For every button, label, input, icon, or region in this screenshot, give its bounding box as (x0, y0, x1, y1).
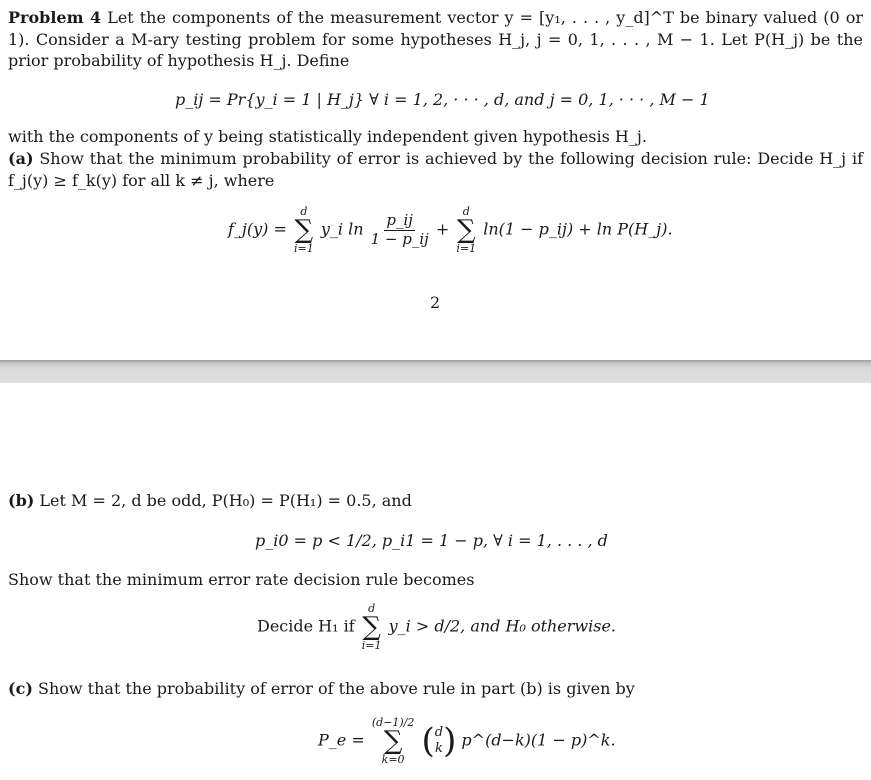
pij-definition-equation (175, 90, 710, 109)
part-c-paragraph (8, 678, 863, 700)
part-a-label: (a) (8, 149, 34, 168)
binomial-coefficient (421, 721, 457, 761)
fj-sum-2 (456, 206, 476, 254)
pe-sum-upper: (d−1)/2 (371, 716, 415, 729)
problem-intro-text: Let the components of the measurement vector y = [y₁, . . . , y_d]^T be binary valued (0 or 1). Consider a M-ary testing problem for some hypotheses H_j, j = 0, 1, . . . , M − 1. Let P(H_j) be the prior probability of hypothesis H_j. Define (8, 8, 864, 70)
problem-intro-paragraph (8, 7, 863, 72)
independence-text: with the components of y being statistically independent given hypothesis H_j. (8, 127, 647, 146)
left-paren-icon: ( (421, 721, 435, 761)
fj-sum-1-upper: d (300, 205, 308, 218)
rule-sum-lower: i=1 (361, 639, 382, 652)
problem-heading: Problem 4 (8, 8, 102, 27)
rule-prefix: Decide H₁ if (257, 616, 355, 636)
part-b-show-paragraph (8, 569, 863, 591)
fj-fraction (371, 212, 429, 248)
part-a-paragraph (8, 148, 863, 191)
part-b-condition: p_i0 = p < 1/2, p_i1 = 1 − p, ∀ i = 1, . . . , d (255, 531, 608, 550)
fj-lhs: f_j(y) = (228, 219, 287, 239)
rule-sum (362, 603, 382, 651)
pe-rhs: p^(d−k)(1 − p)^k. (461, 730, 616, 750)
part-c-text: Show that the probability of error of the above rule in part (b) is given by (37, 679, 635, 698)
right-paren-icon: ) (443, 721, 457, 761)
fj-sum-1-lower: i=1 (294, 242, 314, 255)
fj-term-2: ln(1 − p_ij) + ln P(H_j). (483, 219, 673, 239)
pe-sum-lower: k=0 (381, 753, 405, 766)
sigma-icon: ∑ (456, 215, 476, 245)
fj-fraction-denominator: 1 − p_ij (370, 229, 429, 248)
fj-term-1: y_i ln (320, 219, 364, 239)
part-b-text: Let M = 2, d be odd, P(H₀) = P(H₁) = 0.5, and (39, 491, 412, 510)
fj-sum-2-upper: d (462, 205, 470, 218)
fj-fraction-numerator: p_ij (386, 211, 413, 230)
sigma-icon: ∑ (383, 726, 403, 756)
pe-lhs: P_e = (318, 730, 365, 750)
fj-equation (228, 206, 673, 254)
part-a-text: Show that the minimum probability of error is achieved by the following decision rule: Decide H_j if f_j(y) ≥ f_k(y) for all k ≠ j, where (8, 149, 863, 190)
pij-definition: p_ij = Pr{y_i = 1 | H_j} ∀ i = 1, 2, · · · , d, and j = 0, 1, · · · , M − 1 (175, 90, 710, 109)
rule-suffix: y_i > d/2, and H₀ otherwise. (388, 616, 616, 636)
pdf-page-2 (0, 383, 871, 780)
independence-paragraph (8, 126, 863, 148)
page-separator (0, 360, 871, 383)
page-number: 2 (430, 293, 441, 312)
rule-sum-upper: d (368, 602, 376, 615)
part-c-label: (c) (8, 679, 33, 698)
fj-plus: + (435, 219, 450, 239)
part-b-label: (b) (8, 491, 35, 510)
fj-sum-1 (294, 206, 314, 254)
part-b-paragraph (8, 490, 863, 512)
binom-bottom: k (434, 741, 443, 756)
part-b-condition-equation (255, 531, 608, 550)
binomial-stack (435, 725, 443, 756)
part-b-show-text: Show that the minimum error rate decision rule becomes (8, 570, 475, 589)
pdf-page-1 (0, 0, 871, 360)
binom-top: d (434, 725, 444, 741)
pe-sum (372, 717, 415, 765)
pe-equation (318, 717, 616, 765)
decision-rule-equation (257, 603, 616, 651)
sigma-icon: ∑ (362, 612, 381, 642)
sigma-icon: ∑ (294, 215, 314, 245)
fj-sum-2-lower: i=1 (456, 242, 477, 255)
